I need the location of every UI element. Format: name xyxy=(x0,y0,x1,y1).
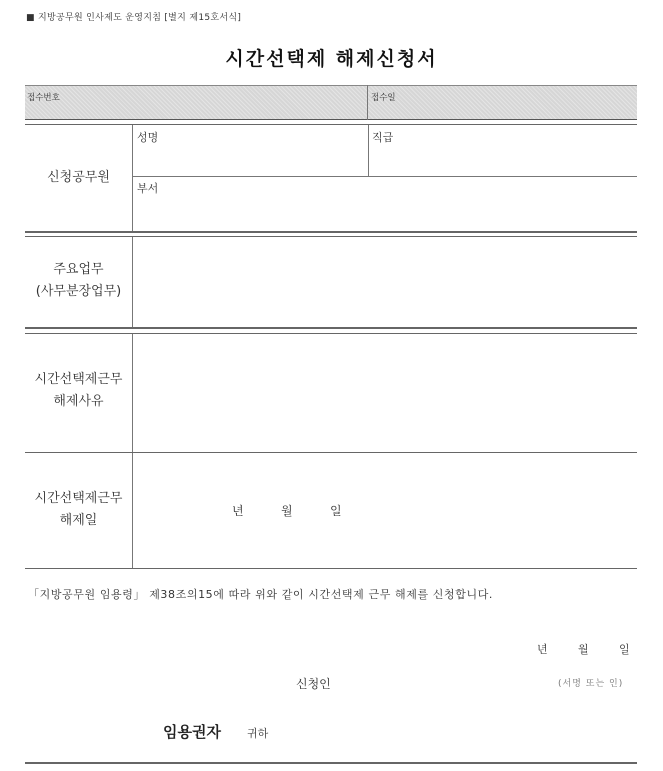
duties-label xyxy=(25,259,132,303)
declaration-text: 「지방공무원 임용령」 제38조의15에 따라 위와 같이 시간선택제 근무 해제를 신청합니다. xyxy=(28,588,494,601)
sign-day-label: 일 xyxy=(619,643,630,656)
divider xyxy=(25,568,637,569)
release-day-label: 일 xyxy=(330,504,342,518)
sign-month-label: 월 xyxy=(578,643,589,656)
label-column-divider xyxy=(132,125,133,231)
receipt-date-label: 접수일 xyxy=(371,93,396,103)
reason-label-line1: 시간선택제근무 xyxy=(34,372,123,387)
signature-hint: (서명 또는 인) xyxy=(558,679,624,689)
name-field[interactable]: 성명 xyxy=(137,131,159,144)
release-date-label xyxy=(25,488,132,532)
reason-label xyxy=(25,369,132,413)
duties-field[interactable] xyxy=(133,237,637,327)
name-rank-divider xyxy=(368,125,369,176)
divider xyxy=(25,452,637,453)
receipt-row xyxy=(25,85,637,120)
divider xyxy=(25,124,637,125)
bottom-rule xyxy=(25,762,637,764)
release-month-label: 월 xyxy=(281,504,293,518)
receipt-divider xyxy=(367,85,368,120)
reason-field[interactable] xyxy=(133,334,637,452)
receipt-number-label: 접수번호 xyxy=(27,93,60,103)
applicant-sign-label: 신청인 xyxy=(296,677,331,691)
duties-label-line2: (사무분장업무) xyxy=(35,284,122,299)
release-date-label-line2: 해제일 xyxy=(59,513,98,528)
reason-label-line2: 해제사유 xyxy=(53,394,104,409)
sign-year-label: 년 xyxy=(537,643,548,656)
dept-field[interactable]: 부서 xyxy=(137,182,159,195)
section-divider xyxy=(25,327,637,329)
rank-field[interactable]: 직급 xyxy=(372,131,394,144)
release-date-label-line1: 시간선택제근무 xyxy=(34,491,123,506)
recipient-honorific: 귀하 xyxy=(247,727,269,740)
duties-label-line1: 주요업무 xyxy=(53,262,104,277)
release-year-label: 년 xyxy=(232,504,244,518)
section-divider xyxy=(25,231,637,233)
name-dept-divider xyxy=(132,176,637,177)
applicant-section-label: 신청공무원 xyxy=(47,170,110,185)
form-header-note: ■ 지방공무원 인사제도 운영지침 [별지 제15호서식] xyxy=(26,13,242,23)
recipient-label: 임용권자 xyxy=(163,723,221,741)
page-title: 시간선택제 해제신청서 xyxy=(225,48,438,70)
